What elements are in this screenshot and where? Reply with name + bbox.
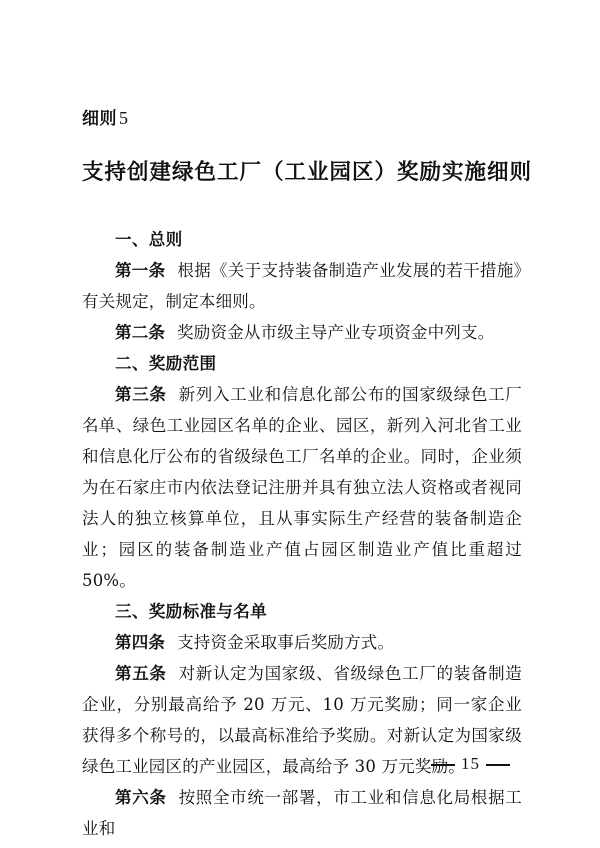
article-1-label: 第一条 bbox=[115, 261, 166, 280]
article-4 bbox=[82, 627, 522, 658]
rule-label-number: 5 bbox=[119, 108, 129, 128]
article-4-label: 第四条 bbox=[115, 633, 166, 652]
article-4-text: 支持资金采取事后奖励方式。 bbox=[177, 633, 395, 652]
article-2-text: 奖励资金从市级主导产业专项资金中列支。 bbox=[177, 323, 495, 342]
page-footer bbox=[425, 754, 516, 774]
article-6-label: 第六条 bbox=[115, 788, 167, 807]
section-heading-general: 一、总则 bbox=[115, 230, 183, 249]
section-heading-scope: 二、奖励范围 bbox=[115, 354, 217, 373]
rule-label-text: 细则 bbox=[82, 109, 117, 129]
article-3-text: 新列入工业和信息化部公布的国家级绿色工厂名单、绿色工业园区名单的企业、园区，新列入河北省工业和信息化厅公布的省级绿色工厂名单的企业。同时，企业须为在石家庄市内依法登记注册并具有独立法人资格或者视同法人的独立核算单位，且从事实际生产经营的装备制造企业；园区的装备制造业产值占园区制造业产值比重超过 50%。 bbox=[82, 385, 522, 590]
article-1 bbox=[82, 255, 522, 317]
rule-number-label bbox=[82, 104, 129, 129]
page-number: 15 bbox=[461, 754, 480, 773]
article-6-text: 按照全市统一部署，市工业和信息化局根据工业和 bbox=[82, 788, 522, 838]
document-body bbox=[82, 224, 522, 844]
document-title: 支持创建绿色工厂（工业园区）奖励实施细则 bbox=[82, 160, 533, 185]
article-2-label: 第二条 bbox=[115, 323, 166, 342]
article-3 bbox=[82, 379, 522, 596]
article-5-label: 第五条 bbox=[115, 664, 167, 683]
article-2 bbox=[82, 317, 522, 348]
article-1-text: 根据《关于支持装备制造产业发展的若干措施》有关规定，制定本细则。 bbox=[82, 261, 522, 311]
footer-dash-left bbox=[431, 764, 455, 766]
article-6 bbox=[82, 782, 522, 844]
section-heading-standards: 三、奖励标准与名单 bbox=[115, 602, 268, 621]
article-5-text: 对新认定为国家级、省级绿色工厂的装备制造企业，分别最高给予 20 万元、10 万元奖励；同一家企业获得多个称号的，以最高标准给予奖励。对新认定为国家级绿色工业园区的产业园区，最高给予 30 万元奖励。 bbox=[82, 664, 522, 776]
article-3-label: 第三条 bbox=[115, 385, 167, 404]
footer-dash-right bbox=[486, 764, 510, 766]
